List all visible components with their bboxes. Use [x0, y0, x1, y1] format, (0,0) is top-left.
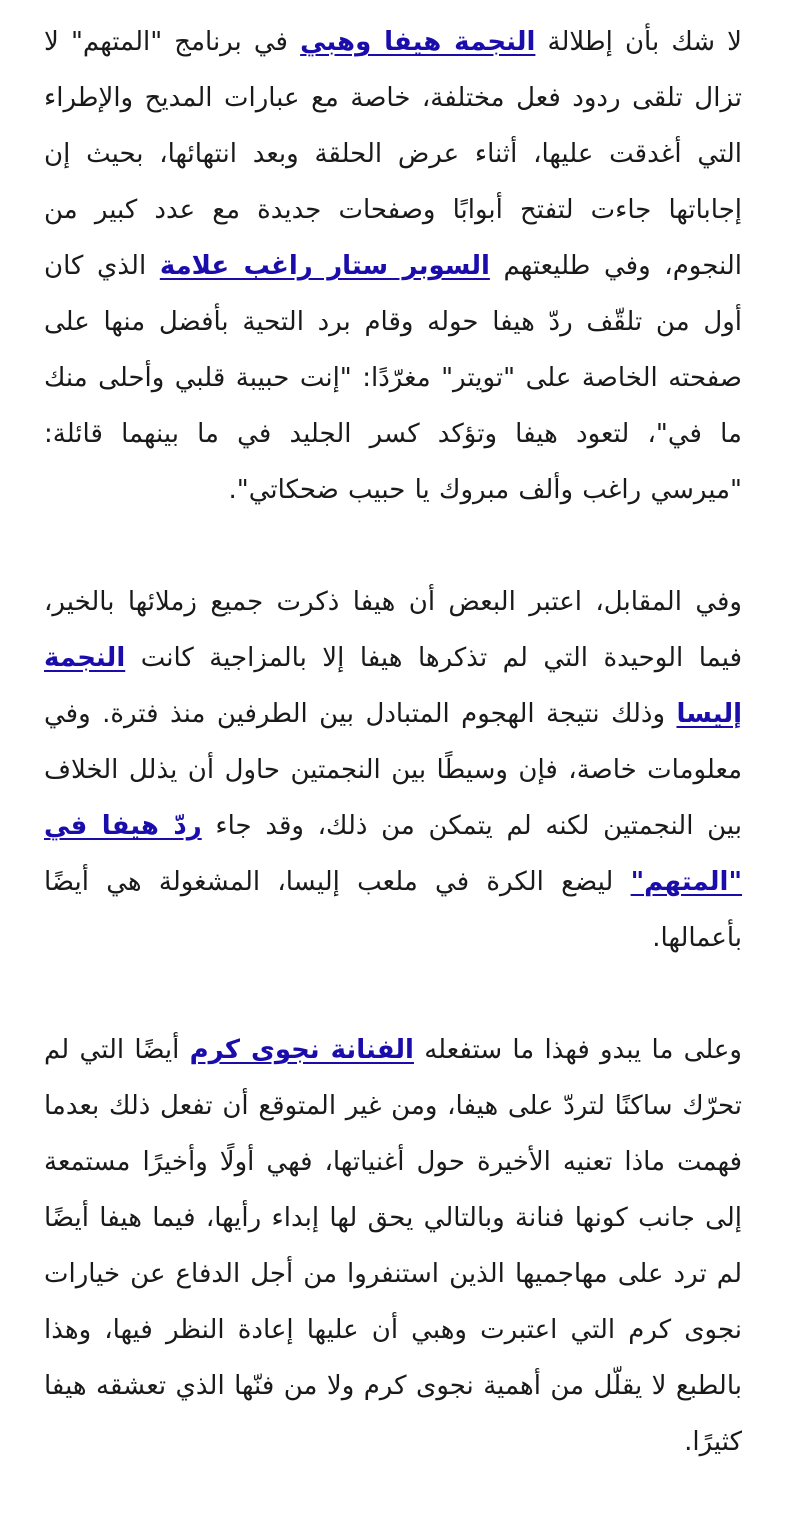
paragraph-text: في برنامج "المتهم" لا تزال تلقى ردود فعل مختلفة، خاصة مع عبارات المديح والإطراء التي أغدقت عليها، أثناء عرض الحلقة وبعد انتهائها، بحيث إن إجاباتها جاءت لتفتح أبوابًا وصفحات جديدة مع عدد كبير من النجوم، وفي طليعتهم — [44, 27, 742, 281]
link-ragheb-alama[interactable]: السوبر ستار راغب علامة — [159, 251, 490, 281]
article-paragraph — [44, 14, 742, 518]
paragraph-text: ليضع الكرة في ملعب إليسا، المشغولة هي أيضًا بأعمالها. — [44, 867, 742, 953]
paragraph-text: أيضًا التي لم تحرّك ساكنًا لتردّ على هيفا، ومن غير المتوقع أن تفعل ذلك بعدما فهمت ماذا تعنيه الأخيرة حول أغنياتها، فهي أولًا وأخيرًا مستمعة إلى جانب كونها فنانة وبالتالي يحق لها إبداء رأيها، فيما هيفا أيضًا لم ترد على مهاجميها الذين استنفروا من أجل الدفاع عن خيارات نجوى كرم التي اعتبرت وهبي أن عليها إعادة النظر فيها، وهذا بالطبع لا يقلّل من أهمية نجوى كرم ولا من فنّها الذي تعشقه هيفا كثيرًا. — [44, 1035, 742, 1457]
article-paragraph — [44, 574, 742, 966]
link-najwa-karam[interactable]: الفنانة نجوى كرم — [189, 1035, 414, 1065]
link-haifa-reply-al-mutaham[interactable]: ردّ هيفا في "المتهم" — [44, 811, 742, 897]
link-elissa[interactable]: النجمة إليسا — [44, 643, 742, 729]
paragraph-text: وفي المقابل، اعتبر البعض أن هيفا ذكرت جميع زملائها بالخير، فيما الوحيدة التي لم تذكرها هيفا إلا بالمزاجية كانت — [44, 587, 742, 673]
paragraph-text: الذي كان أول من تلقّف ردّ هيفا حوله وقام برد التحية بأفضل منها على صفحته الخاصة على "تويتر" مغرّدًا: "إنت حبيبة قلبي وأحلى منك ما في"، لتعود هيفا وتؤكد كسر الجليد في ما بينهما قائلة: "ميرسي راغب وألف مبروك يا حبيب ضحكاتي". — [44, 251, 742, 505]
paragraph-text: لا شك بأن إطلالة — [535, 27, 742, 57]
paragraph-text: وعلى ما يبدو فهذا ما ستفعله — [413, 1035, 742, 1065]
article-paragraph — [44, 1022, 742, 1470]
paragraph-text: وذلك نتيجة الهجوم المتبادل بين الطرفين منذ فترة. وفي معلومات خاصة، فإن وسيطًا بين النجمتين حاول أن يذلل الخلاف بين النجمتين لكنه لم يتمكن من ذلك، وقد جاء — [44, 699, 743, 841]
link-haifa-wehbe[interactable]: النجمة هيفا وهبي — [300, 27, 536, 57]
